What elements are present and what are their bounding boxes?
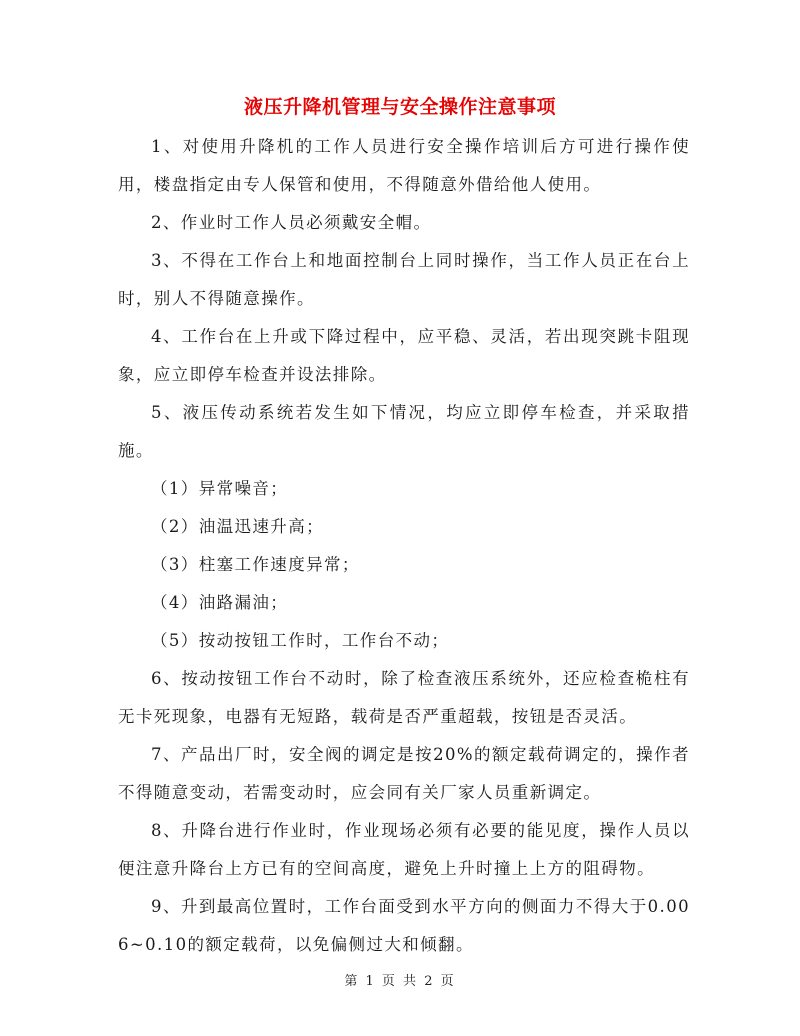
- paragraph-8: 8、升降台进行作业时，作业现场必须有必要的能见度，操作人员以便注意升降台上方已有的空间高度，避免上升时撞上上方的阻碍物。: [118, 821, 690, 878]
- sub-item-1: （1）异常噪音；: [151, 479, 289, 498]
- paragraph-6: 6、按动按钮工作台不动时，除了检查液压系统外，还应检查桅柱有无卡死现象，电器有无短路，载荷是否严重超载，按钮是否灵活。: [118, 669, 690, 726]
- paragraph-4: 4、工作台在上升或下降过程中，应平稳、灵活，若出现突跳卡阻现象，应立即停车检查并设法排除。: [118, 327, 690, 384]
- sub-item-5: （5）按动按钮工作时，工作台不动；: [151, 631, 450, 650]
- paragraph-9: 9、升到最高位置时，工作台面受到水平方向的侧面力不得大于0.006~0.10的额定载荷，以免偏侧过大和倾翻。: [118, 897, 690, 954]
- document-body: [118, 128, 690, 964]
- document-title: 液压升降机管理与安全操作注意事项: [243, 96, 556, 118]
- page-footer: 第 1 页 共 2 页: [344, 974, 456, 989]
- sub-item-2: （2）油温迅速升高；: [151, 517, 324, 536]
- sub-item-4: （4）油路漏油；: [151, 593, 289, 612]
- paragraph-3: 3、不得在工作台上和地面控制台上同时操作，当工作人员正在台上时，别人不得随意操作。: [118, 251, 690, 308]
- paragraph-1: 1、对使用升降机的工作人员进行安全操作培训后方可进行操作使用，楼盘指定由专人保管和使用，不得随意外借给他人使用。: [118, 137, 690, 194]
- sub-item-3: （3）柱塞工作速度异常；: [151, 555, 360, 574]
- paragraph-2: 2、作业时工作人员必须戴安全帽。: [151, 213, 432, 232]
- paragraph-5: 5、液压传动系统若发生如下情况，均应立即停车检查，并采取措施。: [118, 403, 690, 460]
- paragraph-7: 7、产品出厂时，安全阀的调定是按20%的额定载荷调定的，操作者不得随意变动，若需变动时，应会同有关厂家人员重新调定。: [118, 745, 690, 802]
